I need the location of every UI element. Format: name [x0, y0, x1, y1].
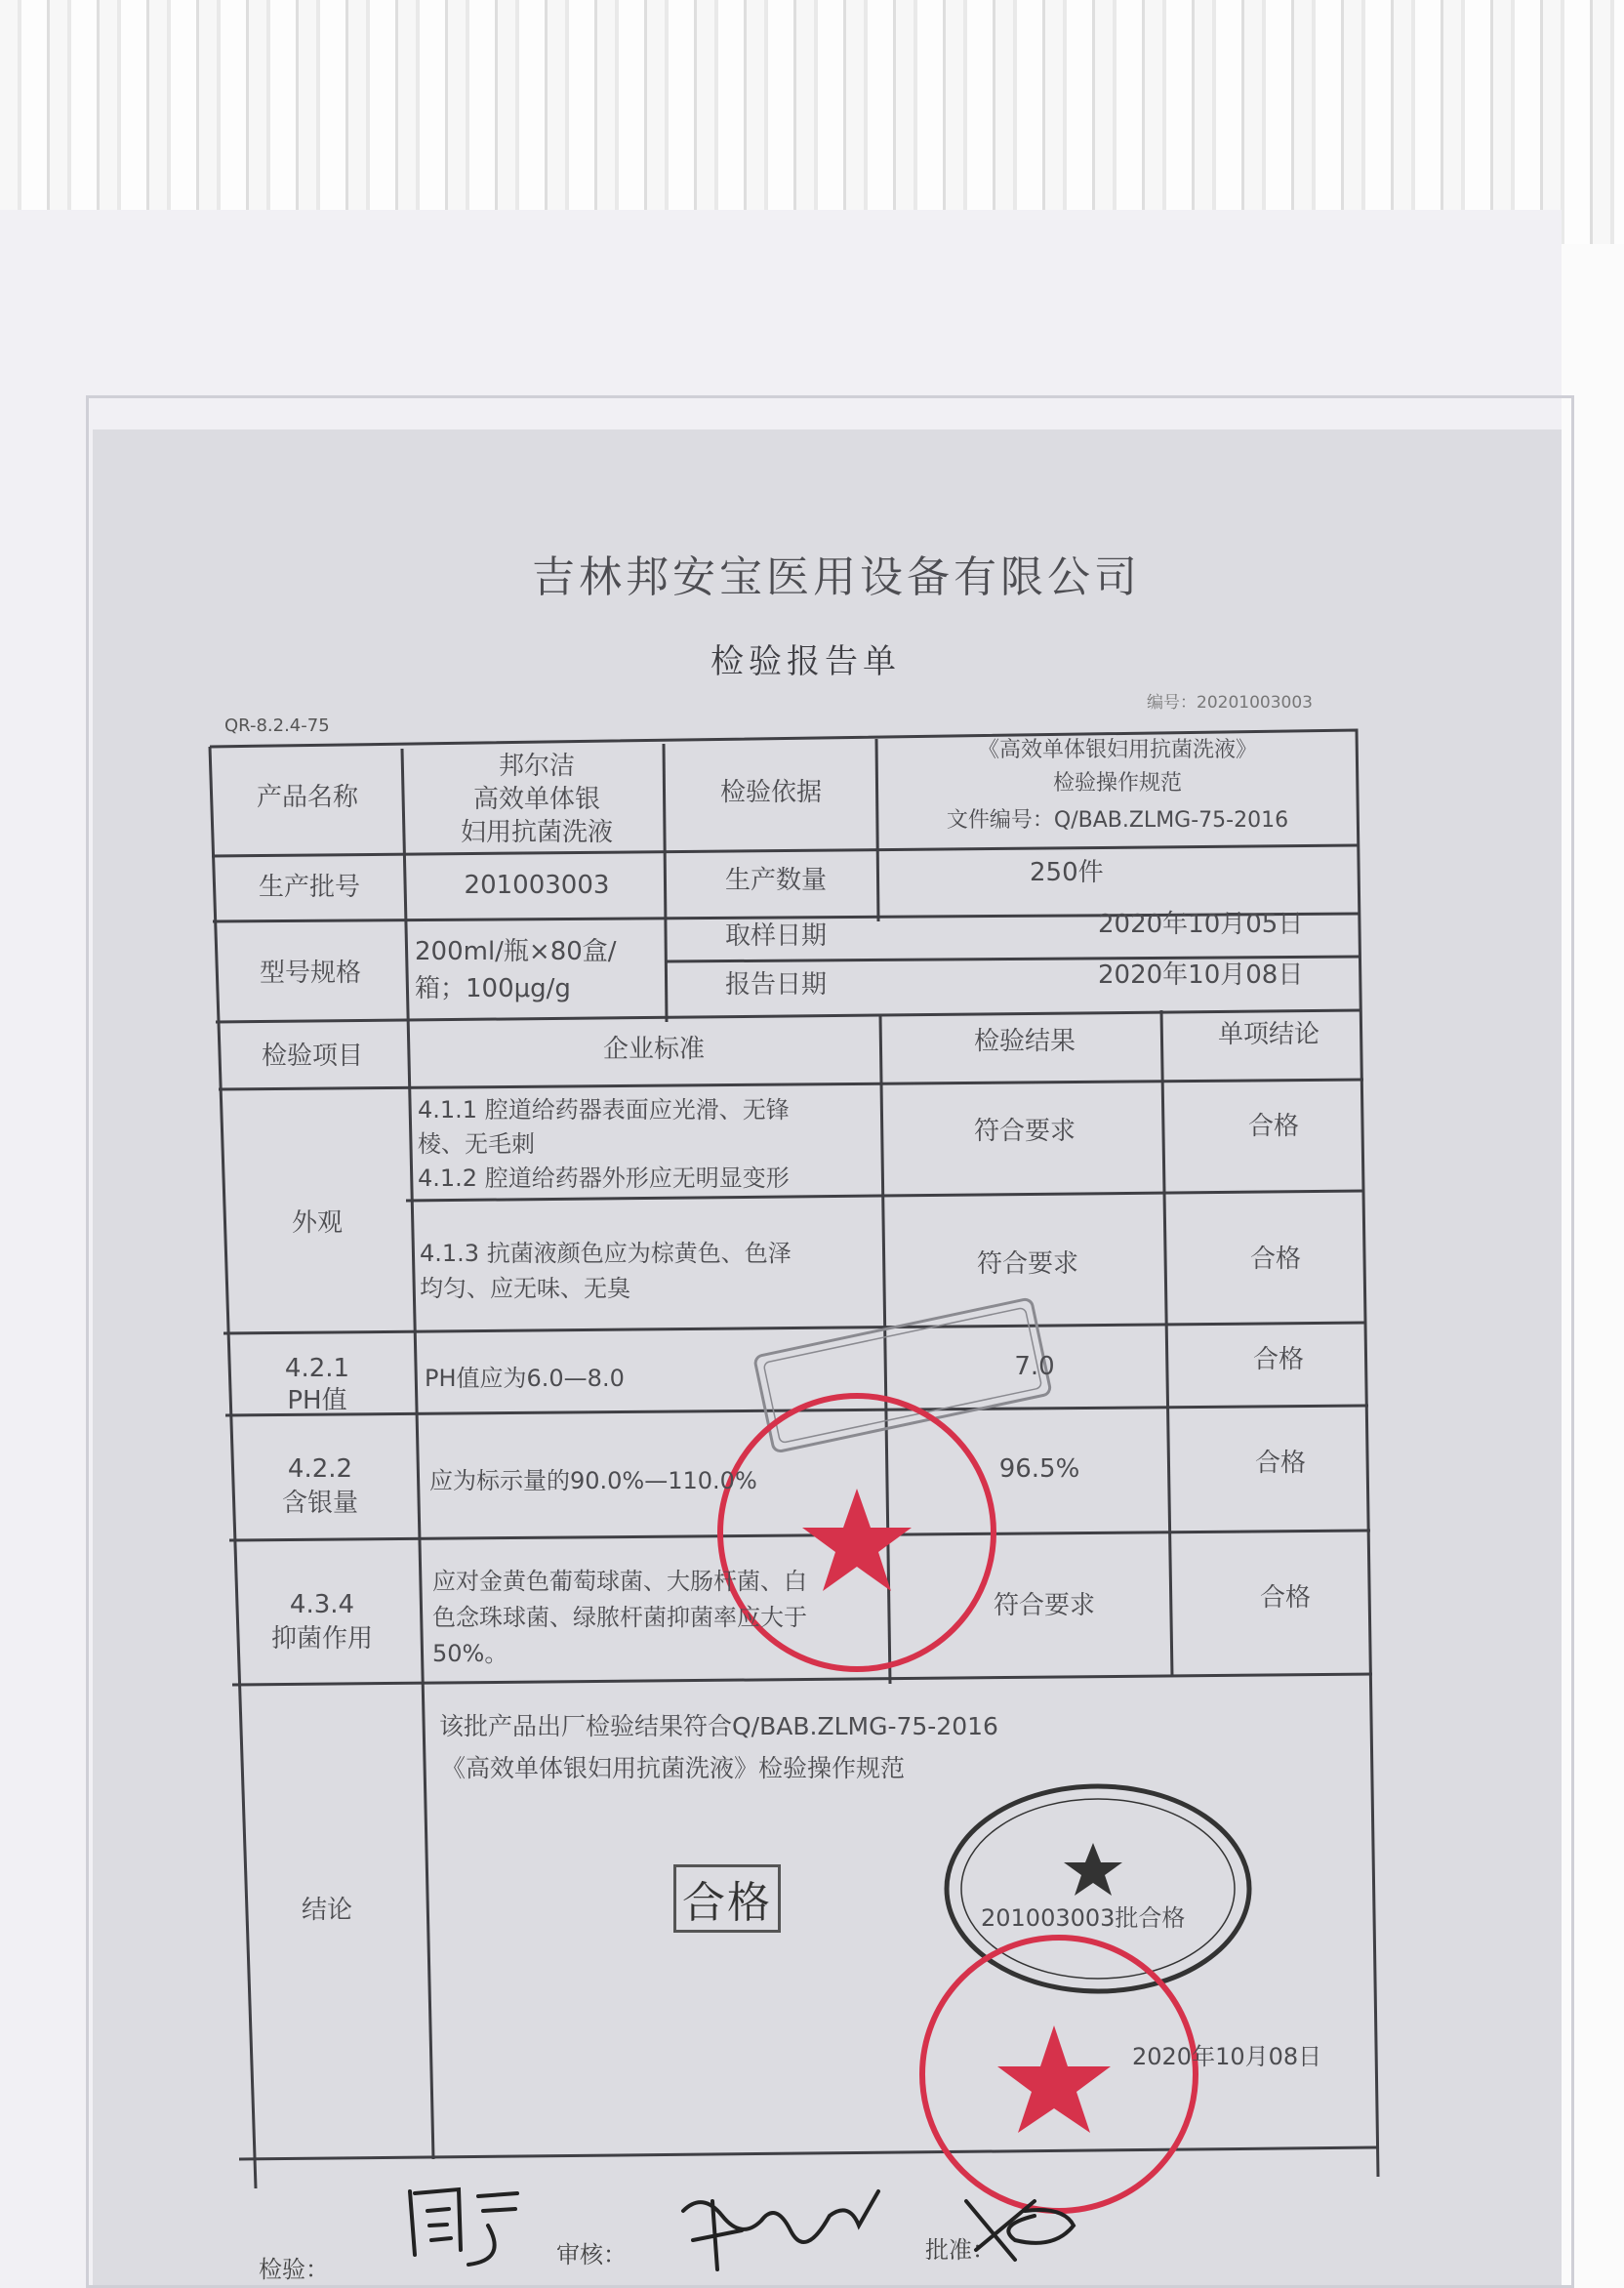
conclusion-text-line-1: 该批产品出厂检验结果符合Q/BAB.ZLMG-75-2016	[439, 1712, 998, 1740]
appearance-std-line-1: 4.1.1 腔道给药器表面应光滑、无锋	[418, 1096, 790, 1124]
conclusion-verdict-box: 合格	[673, 1864, 781, 1933]
inspector-label: 检验：	[259, 2256, 329, 2283]
form-code: QR-8.2.4-75	[224, 715, 330, 736]
quantity-value: 250件	[1030, 858, 1104, 887]
basis-file-number: 文件编号：Q/BAB.ZLMG-75-2016	[946, 808, 1289, 833]
antibacterial-item-name: 抑菌作用	[270, 1624, 373, 1654]
batch-label: 生产批号	[258, 873, 360, 902]
stamp-batch-text: 201003003批合格	[981, 1904, 1186, 1932]
sample-date-label: 取样日期	[724, 921, 827, 951]
appearance-verdict-1: 合格	[1247, 1112, 1299, 1141]
sample-date: 2020年10月05日	[1098, 910, 1304, 939]
conclusion-text-line-2: 《高效单体银妇用抗菌洗液》检验操作规范	[441, 1754, 906, 1782]
spec-label: 型号规格	[259, 959, 361, 988]
serial-number: 编号：20201003003	[1147, 693, 1313, 713]
product-name-line-2: 高效单体银	[472, 785, 600, 814]
report-date: 2020年10月08日	[1098, 960, 1304, 990]
header-standard: 企业标准	[602, 1035, 705, 1064]
appearance-verdict-2: 合格	[1249, 1245, 1301, 1274]
reviewer-label: 审核：	[556, 2241, 627, 2268]
ph-standard: PH值应为6.0—8.0	[425, 1365, 625, 1392]
ph-result: 7.0	[1014, 1352, 1055, 1381]
appearance-std-line-5: 均匀、应无味、无臭	[420, 1275, 630, 1302]
spec-line-1: 200ml/瓶×80盒/	[415, 937, 617, 966]
antibacterial-std-line-2: 色念珠球菌、绿脓杆菌抑菌率应大于	[432, 1604, 807, 1631]
basis-line-1: 《高效单体银妇用抗菌洗液》	[977, 738, 1257, 762]
appearance-std-line-2: 棱、无毛刺	[418, 1130, 535, 1158]
antibacterial-item-code: 4.3.4	[289, 1590, 355, 1619]
basis-label: 检验依据	[719, 778, 822, 807]
company-name: 吉林邦安宝医用设备有限公司	[532, 552, 1141, 602]
antibacterial-std-line-3: 50%。	[432, 1640, 508, 1667]
silver-standard: 应为标示量的90.0%—110.0%	[429, 1467, 757, 1494]
header-result: 检验结果	[973, 1027, 1076, 1056]
spec-line-2: 箱；100μg/g	[415, 974, 571, 1003]
product-name-line-1: 邦尔洁	[498, 752, 575, 781]
silver-item-code: 4.2.2	[287, 1454, 353, 1484]
handwritten-signatures	[390, 2172, 1093, 2279]
row-appearance-item: 外观	[291, 1208, 343, 1238]
ph-item-code: 4.2.1	[284, 1354, 350, 1383]
appearance-result-1: 符合要求	[973, 1117, 1076, 1146]
antibacterial-std-line-1: 应对金黄色葡萄球菌、大肠杆菌、白	[432, 1568, 807, 1595]
ph-verdict: 合格	[1252, 1345, 1304, 1374]
document-title: 检验报告单	[710, 642, 901, 681]
conclusion-date: 2020年10月08日	[1132, 2043, 1322, 2070]
antibacterial-result: 符合要求	[993, 1591, 1095, 1620]
header-item: 检验项目	[261, 1042, 363, 1071]
appearance-result-2: 符合要求	[976, 1249, 1078, 1279]
silver-item-name: 含银量	[281, 1489, 358, 1518]
batch-value: 201003003	[464, 871, 610, 900]
silver-verdict: 合格	[1254, 1449, 1306, 1478]
antibacterial-verdict: 合格	[1259, 1583, 1311, 1613]
product-name-line-3: 妇用抗菌洗液	[460, 818, 613, 847]
header-verdict: 单项结论	[1217, 1020, 1320, 1049]
approver-label: 批准：	[925, 2236, 995, 2264]
appearance-std-line-3: 4.1.2 腔道给药器外形应无明显变形	[418, 1164, 790, 1192]
ph-item-name: PH值	[287, 1386, 347, 1415]
basis-line-2: 检验操作规范	[1052, 771, 1182, 796]
report-date-label: 报告日期	[724, 970, 827, 1000]
silver-result: 96.5%	[998, 1454, 1080, 1484]
conclusion-label: 结论	[301, 1896, 352, 1925]
appearance-std-line-4: 4.1.3 抗菌液颜色应为棕黄色、色泽	[420, 1240, 792, 1267]
product-name-label: 产品名称	[256, 783, 358, 812]
quantity-label: 生产数量	[724, 866, 827, 895]
